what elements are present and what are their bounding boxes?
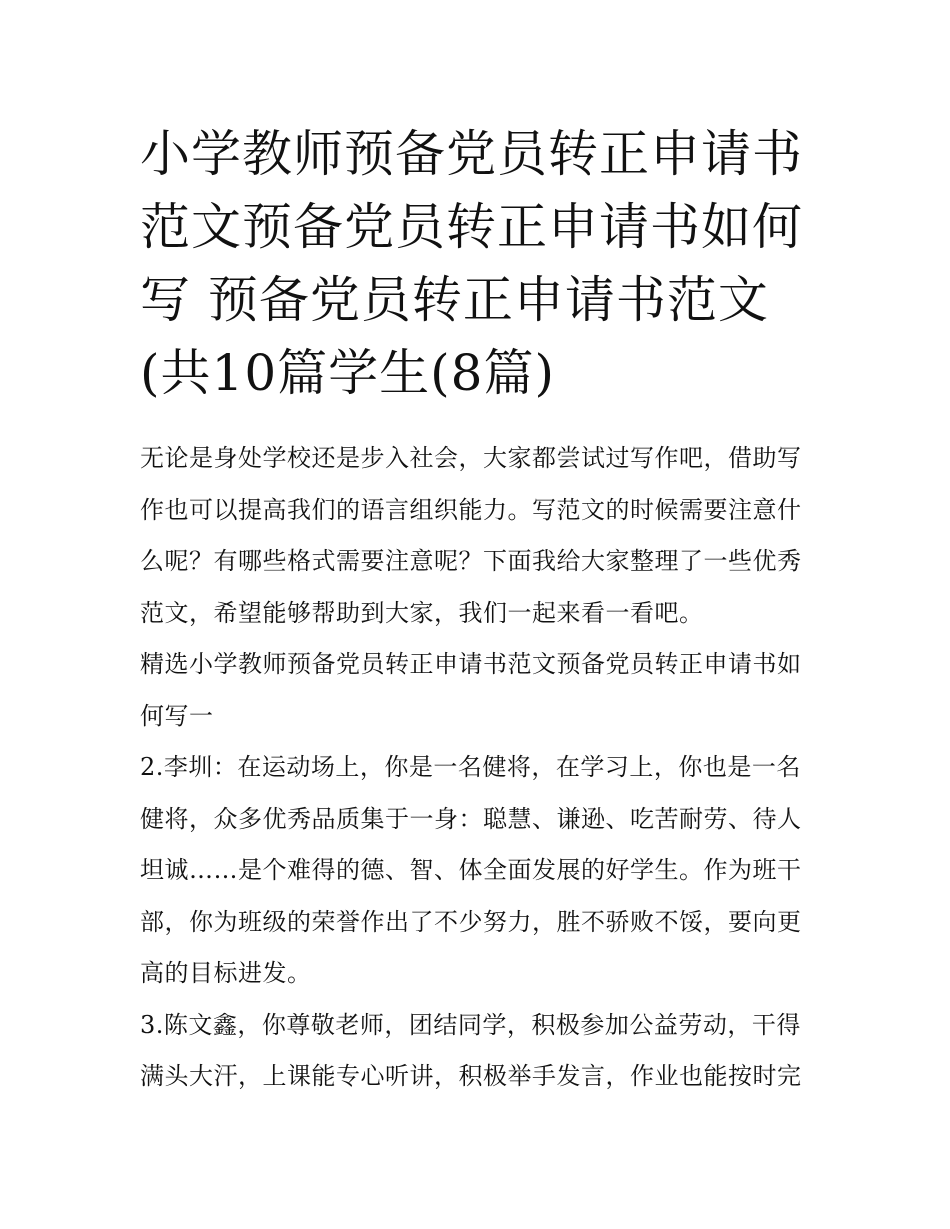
section-heading: 精选小学教师预备党员转正申请书范文预备党员转正申请书如 何写一 (140, 650, 802, 730)
comment-paragraph-3: 3.陈文鑫，你尊敬老师，团结同学，积极参加公益劳动，干得 满头大汗，上课能专心听讲，积极举手发言，作业也能按时完 (140, 1010, 802, 1090)
document-body (140, 433, 820, 1103)
intro-paragraph: 无论是身处学校还是步入社会，大家都尝试过写作吧，借助写 作也可以提高我们的语言组织能力。写范文的时候需要注意什 么呢？有哪些格式需要注意呢？下面我给大家整理了一些优秀 范文，希望能够帮助到大家，我们一起来看一看吧。 (140, 444, 802, 627)
comment-paragraph-2: 2.李圳：在运动场上，你是一名健将，在学习上，你也是一名 健将，众多优秀品质集于一身：聪慧、谦逊、吃苦耐劳、待人 坦诚……是个难得的德、智、体全面发展的好学生。作为班干 部，你为班级的荣誉作出了不少努力，胜不骄败不馁，要向更 高的目标进发。 (140, 753, 802, 987)
document-title: 小学教师预备党员转正申请书 范文预备党员转正申请书如何 写 预备党员转正申请书范文 (共10篇学生(8篇) (140, 125, 803, 402)
